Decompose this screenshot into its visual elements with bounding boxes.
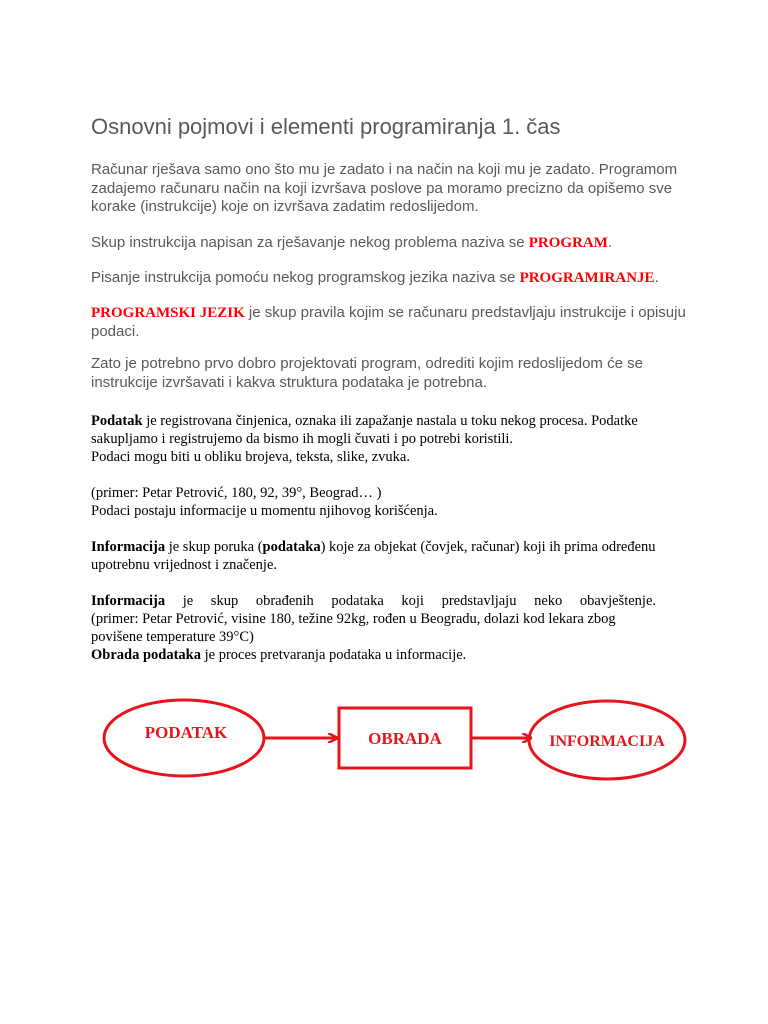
podatak-term: Podatak [91, 413, 143, 429]
intro-line-3: korake (instrukcije) koje on izvršava zadatim redoslijedom. [91, 198, 479, 215]
programiranje-definition-text: Pisanje instrukcija pomoću nekog programskog jezika naziva se [91, 269, 520, 286]
informacija-line-2: upotrebnu vrijednost i značenje. [91, 557, 278, 573]
jezik-term: PROGRAMSKI JEZIK [91, 305, 245, 321]
podatak-line-1: je registrovana činjenica, oznaka ili zapažanje nastala u toku nekog procesa. Podatke [142, 413, 638, 429]
informacija-label: INFORMACIJA [549, 733, 665, 750]
podatak-label: PODATAK [144, 723, 228, 742]
program-definition-text: Skup instrukcija napisan za rješavanje nekog problema naziva se [91, 234, 529, 251]
obrada-definition-text: je proces pretvaranja podataka u informacije. [201, 647, 467, 663]
informacija-text-2: ) koje za objekat (čovjek, računar) koji ih prima određenu [320, 539, 656, 555]
podataka-term: podataka [262, 539, 321, 555]
jezik-line-1: je skup pravila kojim se računaru predstavljaju instrukcije i opisuju [244, 304, 686, 321]
zato-line-2: instrukcije izvršavati i kakva struktura podataka je potrebna. [91, 373, 488, 391]
podatak-line-2: sakupljamo i registrujemo da bismo ih mogli čuvati i po potrebi koristili. [91, 431, 514, 447]
obrada-term: Obrada podataka [91, 647, 201, 663]
page-title: Osnovni pojmovi i elementi programiranja 1. čas [91, 114, 561, 139]
primer-line-2: Podaci postaju informacije u momentu njihovog korišćenja. [91, 503, 438, 519]
intro-line-1: Računar rješava samo ono što mu je zadato i na način na koji mu je zadato. Programom [91, 161, 678, 178]
programiranje-term: PROGRAMIRANJE [519, 270, 655, 286]
informacija2-line-1: je skup obrađenih podataka koji predstavljaju neko obavještenje. [165, 593, 656, 609]
jezik-line-2: podaci. [91, 322, 140, 340]
podatak-line-3: Podaci mogu biti u obliku brojeva, teksta, slike, zvuka. [91, 449, 410, 465]
intro-line-2: zadajemo računaru način na koji izvršava poslove pa moramo precizno da opišemo sve [91, 179, 673, 197]
primer-line-1: (primer: Petar Petrović, 180, 92, 39°, Beograd… ) [91, 485, 382, 501]
zato-line-1: Zato je potrebno prvo dobro projektovati program, odrediti kojim redoslijedom će se [91, 355, 643, 372]
informacija-text-1: je skup poruka ( [165, 539, 263, 555]
informacija-term: Informacija [91, 539, 166, 555]
program-term: PROGRAM [528, 235, 608, 251]
informacija-term-2: Informacija [91, 593, 166, 609]
program-definition-end: . [607, 234, 613, 251]
programiranje-definition-end: . [654, 269, 659, 286]
informacija2-line-3: povišene temperature 39°C) [91, 629, 254, 645]
obrada-label: OBRADA [368, 729, 442, 748]
informacija2-line-2: (primer: Petar Petrović, visine 180, težine 92kg, rođen u Beogradu, dolazi kod lekara zbog [91, 611, 616, 627]
